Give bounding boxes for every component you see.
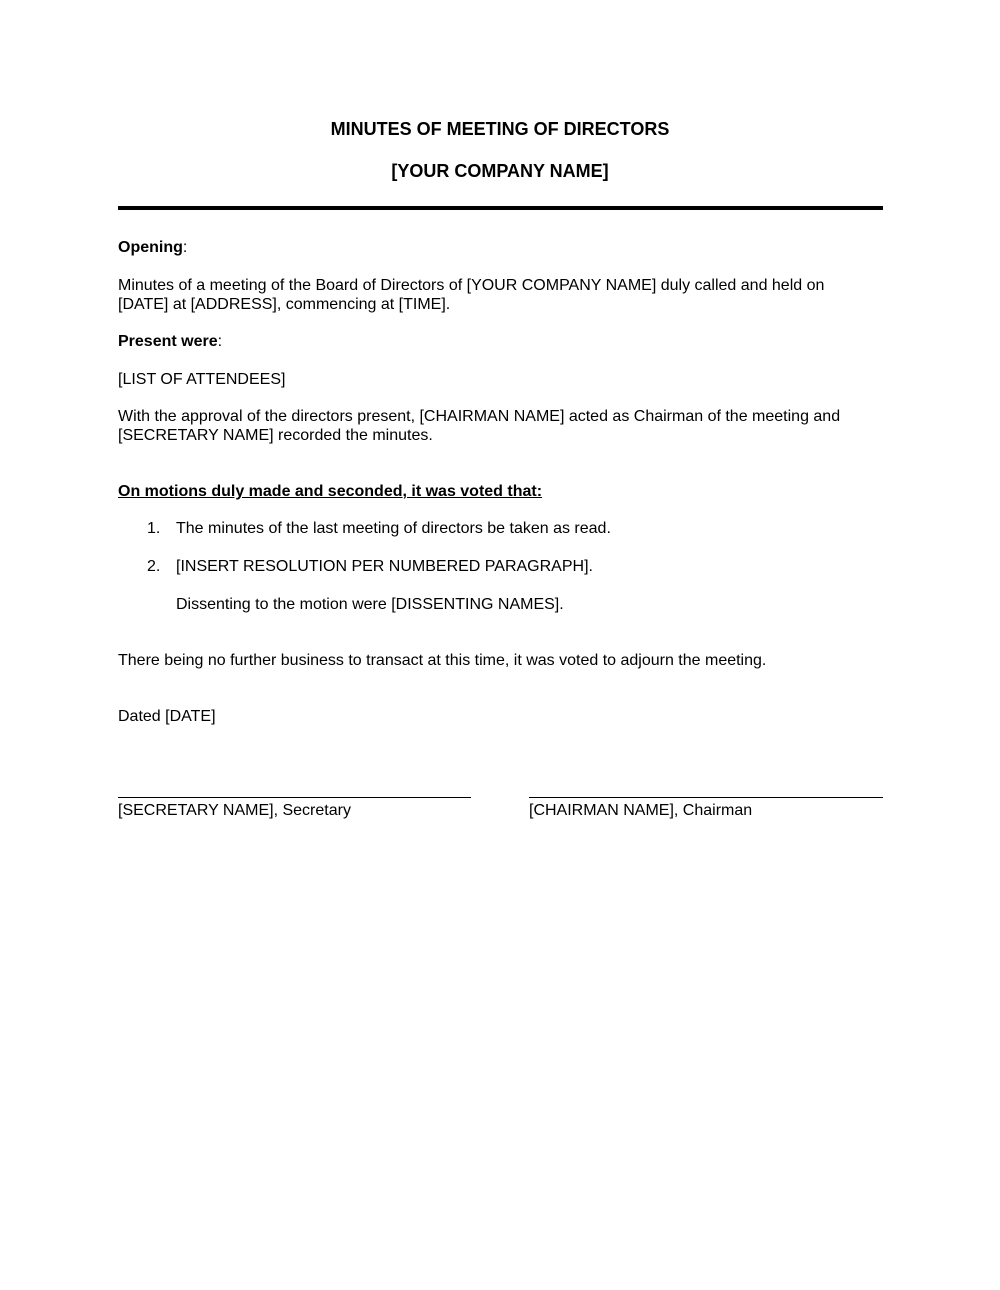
motion-number-1: 1. — [147, 520, 161, 537]
motion-text-2: [INSERT RESOLUTION PER NUMBERED PARAGRAPH]. — [176, 558, 593, 575]
present-heading-colon: : — [217, 333, 223, 350]
dated-text: Dated [DATE] — [118, 708, 216, 725]
approval-text-line-1: With the approval of the directors present, [CHAIRMAN NAME] acted as Chairman of the meeting and — [118, 408, 841, 425]
approval-text-line-2: [SECRETARY NAME] recorded the minutes. — [118, 427, 433, 444]
motions-heading: On motions duly made and seconded, it was voted that: — [118, 483, 543, 500]
chairman-signature-label: [CHAIRMAN NAME], Chairman — [529, 802, 753, 819]
secretary-signature-line — [118, 797, 471, 798]
company-name: [YOUR COMPANY NAME] — [391, 161, 609, 181]
present-heading-line — [118, 332, 222, 351]
chairman-signature-line — [529, 797, 883, 798]
motion-text-1: The minutes of the last meeting of directors be taken as read. — [176, 520, 611, 537]
title-divider — [118, 206, 883, 210]
opening-heading-line — [118, 238, 187, 257]
document-title: MINUTES OF MEETING OF DIRECTORS — [330, 119, 670, 139]
secretary-signature-label: [SECRETARY NAME], Secretary — [118, 802, 351, 819]
attendees-list: [LIST OF ATTENDEES] — [118, 371, 286, 388]
present-heading: Present were — [118, 333, 218, 350]
motion-number-2: 2. — [147, 558, 161, 575]
dissent-text: Dissenting to the motion were [DISSENTING NAMES]. — [176, 596, 564, 613]
opening-heading: Opening — [118, 239, 183, 256]
opening-text-line-1: Minutes of a meeting of the Board of Directors of [YOUR COMPANY NAME] duly called and held on — [118, 277, 825, 294]
opening-heading-colon: : — [182, 239, 188, 256]
opening-text-line-2: [DATE] at [ADDRESS], commencing at [TIME]. — [118, 296, 451, 313]
adjourn-text: There being no further business to transact at this time, it was voted to adjourn the meeting. — [118, 652, 767, 669]
